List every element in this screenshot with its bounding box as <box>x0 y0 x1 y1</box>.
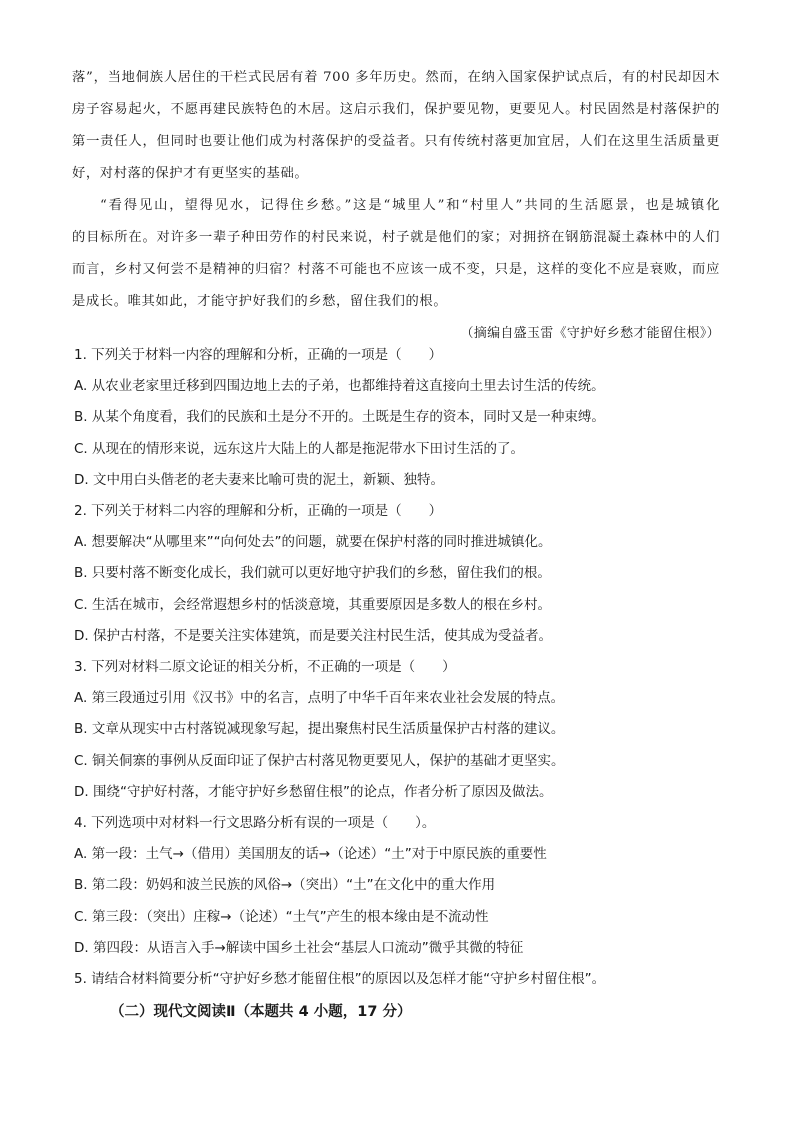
answer-option: A. 从农业老家里迁移到四围边地上去的子弟，也都维持着这直接向土里去讨生活的传统。 <box>74 378 605 395</box>
answer-option: B. 第二段：奶妈和波兰民族的风俗→（突出）“土”在文化中的重大作用 <box>74 877 496 894</box>
answer-option: B. 从某个角度看，我们的民族和土是分不开的。土既是生存的资本，同时又是一种束缚。 <box>74 409 605 426</box>
question-stem: 5. 请结合材料简要分析“守护好乡愁才能留住根”的原因以及怎样才能“守护乡村留住根”。 <box>74 971 606 988</box>
passage-line: 是成长。唯其如此，才能守护好我们的乡愁，留住我们的根。 <box>72 294 448 309</box>
answer-option: C. 第三段：（突出）庄稼→（论述）“土气”产生的根本缘由是不流动性 <box>74 908 489 925</box>
passage-line: 而言，乡村又何尝不是精神的归宿？村落不可能也不应该一成不变，只是，这样的变化不应是衰败，而应 <box>72 262 720 277</box>
reading-passage <box>72 62 720 350</box>
passage-line: 的目标所在。对许多一辈子种田劳作的村民来说，村子就是他们的家；对拥挤在钢筋混凝土森林中的人们 <box>72 230 720 245</box>
question-list <box>74 340 724 995</box>
answer-option: A. 第一段：土气→（借用）美国朋友的话→（论述）“土”对于中原民族的重要性 <box>74 846 547 863</box>
answer-option: D. 文中用白头偕老的老夫妻来比喻可贵的泥土，新颖、独特。 <box>74 471 444 488</box>
passage-line: 落”，当地侗族人居住的干栏式民居有着 700 多年历史。然而，在纳入国家保护试点后，有的村民却因木 <box>72 70 720 85</box>
section-heading: （二）现代文阅读Ⅱ（本题共 4 小题，17 分） <box>110 1004 412 1020</box>
answer-option: A. 第三段通过引用《汉书》中的名言，点明了中华千百年来农业社会发展的特点。 <box>74 690 565 707</box>
passage-line: 好，对村落的保护才有更坚实的基础。 <box>72 166 309 181</box>
question-stem: 3. 下列对材料二原文论证的相关分析，不正确的一项是（ ） <box>74 659 456 676</box>
passage-line: “看得见山，望得见水，记得住乡愁。”这是“城里人”和“村里人”共同的生活愿景，也是城镇化 <box>100 198 720 213</box>
question-stem: 4. 下列选项中对材料一行文思路分析有误的一项是（ ）。 <box>74 815 436 832</box>
answer-option: C. 生活在城市，会经常遐想乡村的恬淡意境，其重要原因是多数人的根在乡村。 <box>74 596 552 613</box>
answer-option: D. 保护古村落，不是要关注实体建筑，而是要关注村民生活，使其成为受益者。 <box>74 627 552 644</box>
answer-option: C. 从现在的情形来说，远东这片大陆上的人都是拖泥带水下田讨生活的了。 <box>74 440 525 457</box>
answer-option: C. 铜关侗寨的事例从反面印证了保护古村落见物更要见人，保护的基础才更坚实。 <box>74 752 565 769</box>
passage-line: 第一责任人，但同时也要让他们成为村落保护的受益者。只有传统村落更加宜居，人们在这里生活质量更 <box>72 134 720 149</box>
question-stem: 1. 下列关于材料一内容的理解和分析，正确的一项是（ ） <box>74 347 443 363</box>
question-stem: 2. 下列关于材料二内容的理解和分析，正确的一项是（ ） <box>74 503 443 520</box>
answer-option: A. 想要解决“从哪里来”“向何处去”的问题，就要在保护村落的同时推进城镇化。 <box>74 534 552 551</box>
answer-option: D. 第四段：从语言入手→解读中国乡土社会“基层人口流动”微乎其微的特征 <box>74 939 524 956</box>
answer-option: B. 文章从现实中古村落锐减现象写起，提出聚焦村民生活质量保护古村落的建议。 <box>74 721 565 738</box>
answer-option: D. 围绕“守护好村落，才能守护好乡愁留住根”的论点，作者分析了原因及做法。 <box>74 783 553 800</box>
passage-source: （摘编自盛玉雷《守护好乡愁才能留住根》） <box>460 326 720 341</box>
answer-option: B. 只要村落不断变化成长，我们就可以更好地守护我们的乡愁，留住我们的根。 <box>74 565 551 582</box>
passage-line: 房子容易起火，不愿再建民族特色的木居。这启示我们，保护要见物，更要见人。村民固然是村落保护的 <box>72 102 720 117</box>
